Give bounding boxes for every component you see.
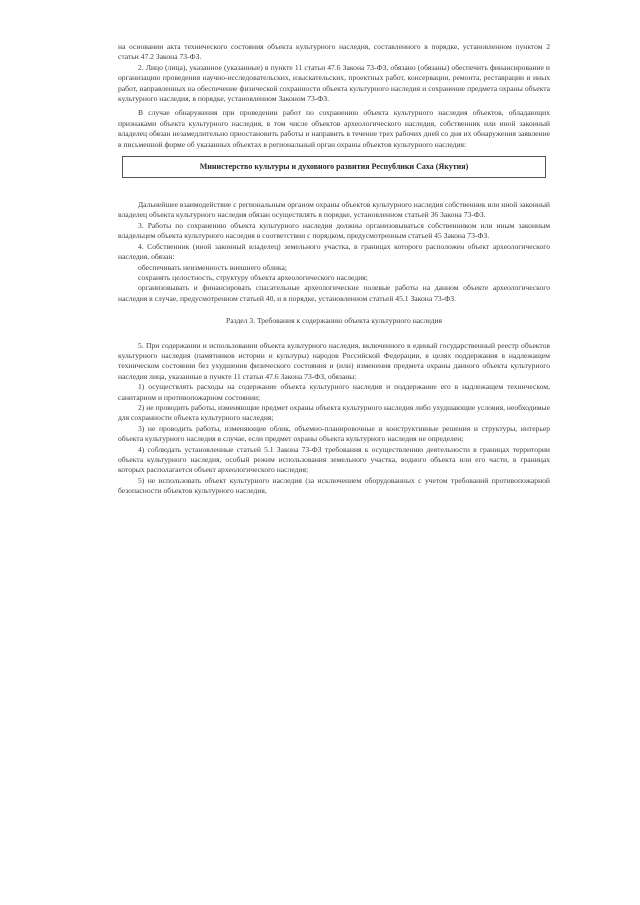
list-item: 3) не проводить работы, изменяющие облик, объемно-планировочные и конструктивные решения и структуры, интерьер объекта культурного наследия в случае, если предмет охраны объекта культурного наследия не определен; [118, 423, 550, 444]
list-item: 2) не проводить работы, изменяющие предмет охраны объекта культурного наследия либо ухудшающие условия, необходимые для сохранности объекта культурного наследия; [118, 402, 550, 423]
paragraph: 3. Работы по сохранению объекта культурного наследия должны организовываться собственником или иным законным владельцем объекта культурного наследия в соответствии с порядком, предусмотренным статьей 45 Закона 73-ФЗ. [118, 220, 550, 241]
paragraph: Дальнейшее взаимодействие с региональным органом охраны объектов культурного наследия собственник или иной законный владелец объекта культурного наследия обязан осуществлять в порядке, установленном статьей 36 Закона 73-ФЗ. [118, 200, 550, 220]
paragraph: 4. Собственник (иной законный владелец) земельного участка, в границах которого расположен объект археологического наследия, обязан: [118, 241, 550, 262]
section-title: Раздел 3. Требования к содержанию объекта культурного наследия [225, 316, 443, 326]
list-item: 5) не использовать объект культурного наследия (за исключением оборудованных с учетом требований противопожарной безопасности объектов культурного наследия, [118, 475, 550, 496]
paragraph: на основании акта технического состояния объекта культурного наследия, составленного в порядке, установленном пунктом 2 статьи 47.2 Закона 73-ФЗ. [118, 42, 550, 62]
authority-name: Министерство культуры и духовного развития Республики Саха (Якутия) [199, 162, 469, 172]
document-body [118, 42, 550, 497]
authority-box [122, 156, 546, 178]
paragraph: 5. При содержании и использовании объекта культурного наследия, включенного в единый государственный реестр объектов культурного наследия (памятников истории и культуры) народов Российской Федерации, в целях поддержания в надлежащем техническом состоянии без ухудшения физического состояния и (или) изменения предмета охраны данного объекта культурного наследия лица, указанные в пункте 11 статьи 47.6 Закона 73-ФЗ, обязаны: [118, 340, 550, 381]
list-item: 4) соблюдать установленные статьей 5.1 Закона 73-ФЗ требования к осуществлению деятельности в границах территории объекта культурного наследия, особый режим использования земельного участка, водного объекта или его части, в границах которых располагается объект археологического наследия; [118, 444, 550, 475]
paragraph: В случае обнаружения при проведении работ по сохранению объекта культурного наследия объектов, обладающих признаками объекта культурного наследия, в том числе объектов археологического наследия, собственник или иной законный владелец обязан незамедлительно приостановить работы и направить в течение трех рабочих дней со дня их обнаружения заявление в письменной форме об указанных объектах в региональный орган охраны объектов культурного наследия: [118, 108, 550, 149]
paragraph: 2. Лицо (лица), указанное (указанные) в пункте 11 статьи 47.6 Закона 73-ФЗ, обязано (обязаны) обеспечить финансирование и организацию проведения научно-исследовательских, изыскательских, проектных работ, консервации, ремонта, реставрации и иных работ, направленных на обеспечение физической сохранности объекта культурного наследия и сохранение предмета охраны объекта культурного наследия, в порядке, установленном Законом 73-ФЗ. [118, 62, 550, 104]
paragraph: организовывать и финансировать спасательные археологические полевые работы на данном объекте археологического наследия в случае, предусмотренном статьей 40, и в порядке, установленном статьей 45.1 Закона 73-ФЗ. [118, 283, 550, 303]
list-item: 1) осуществлять расходы на содержание объекта культурного наследия и поддержание его в надлежащем техническом, санитарном и противопожарном состоянии; [118, 382, 550, 402]
list-item: обеспечивать неизменность внешнего облика; [138, 262, 287, 272]
list-item: сохранять целостность, структуру объекта археологического наследия; [138, 272, 368, 282]
